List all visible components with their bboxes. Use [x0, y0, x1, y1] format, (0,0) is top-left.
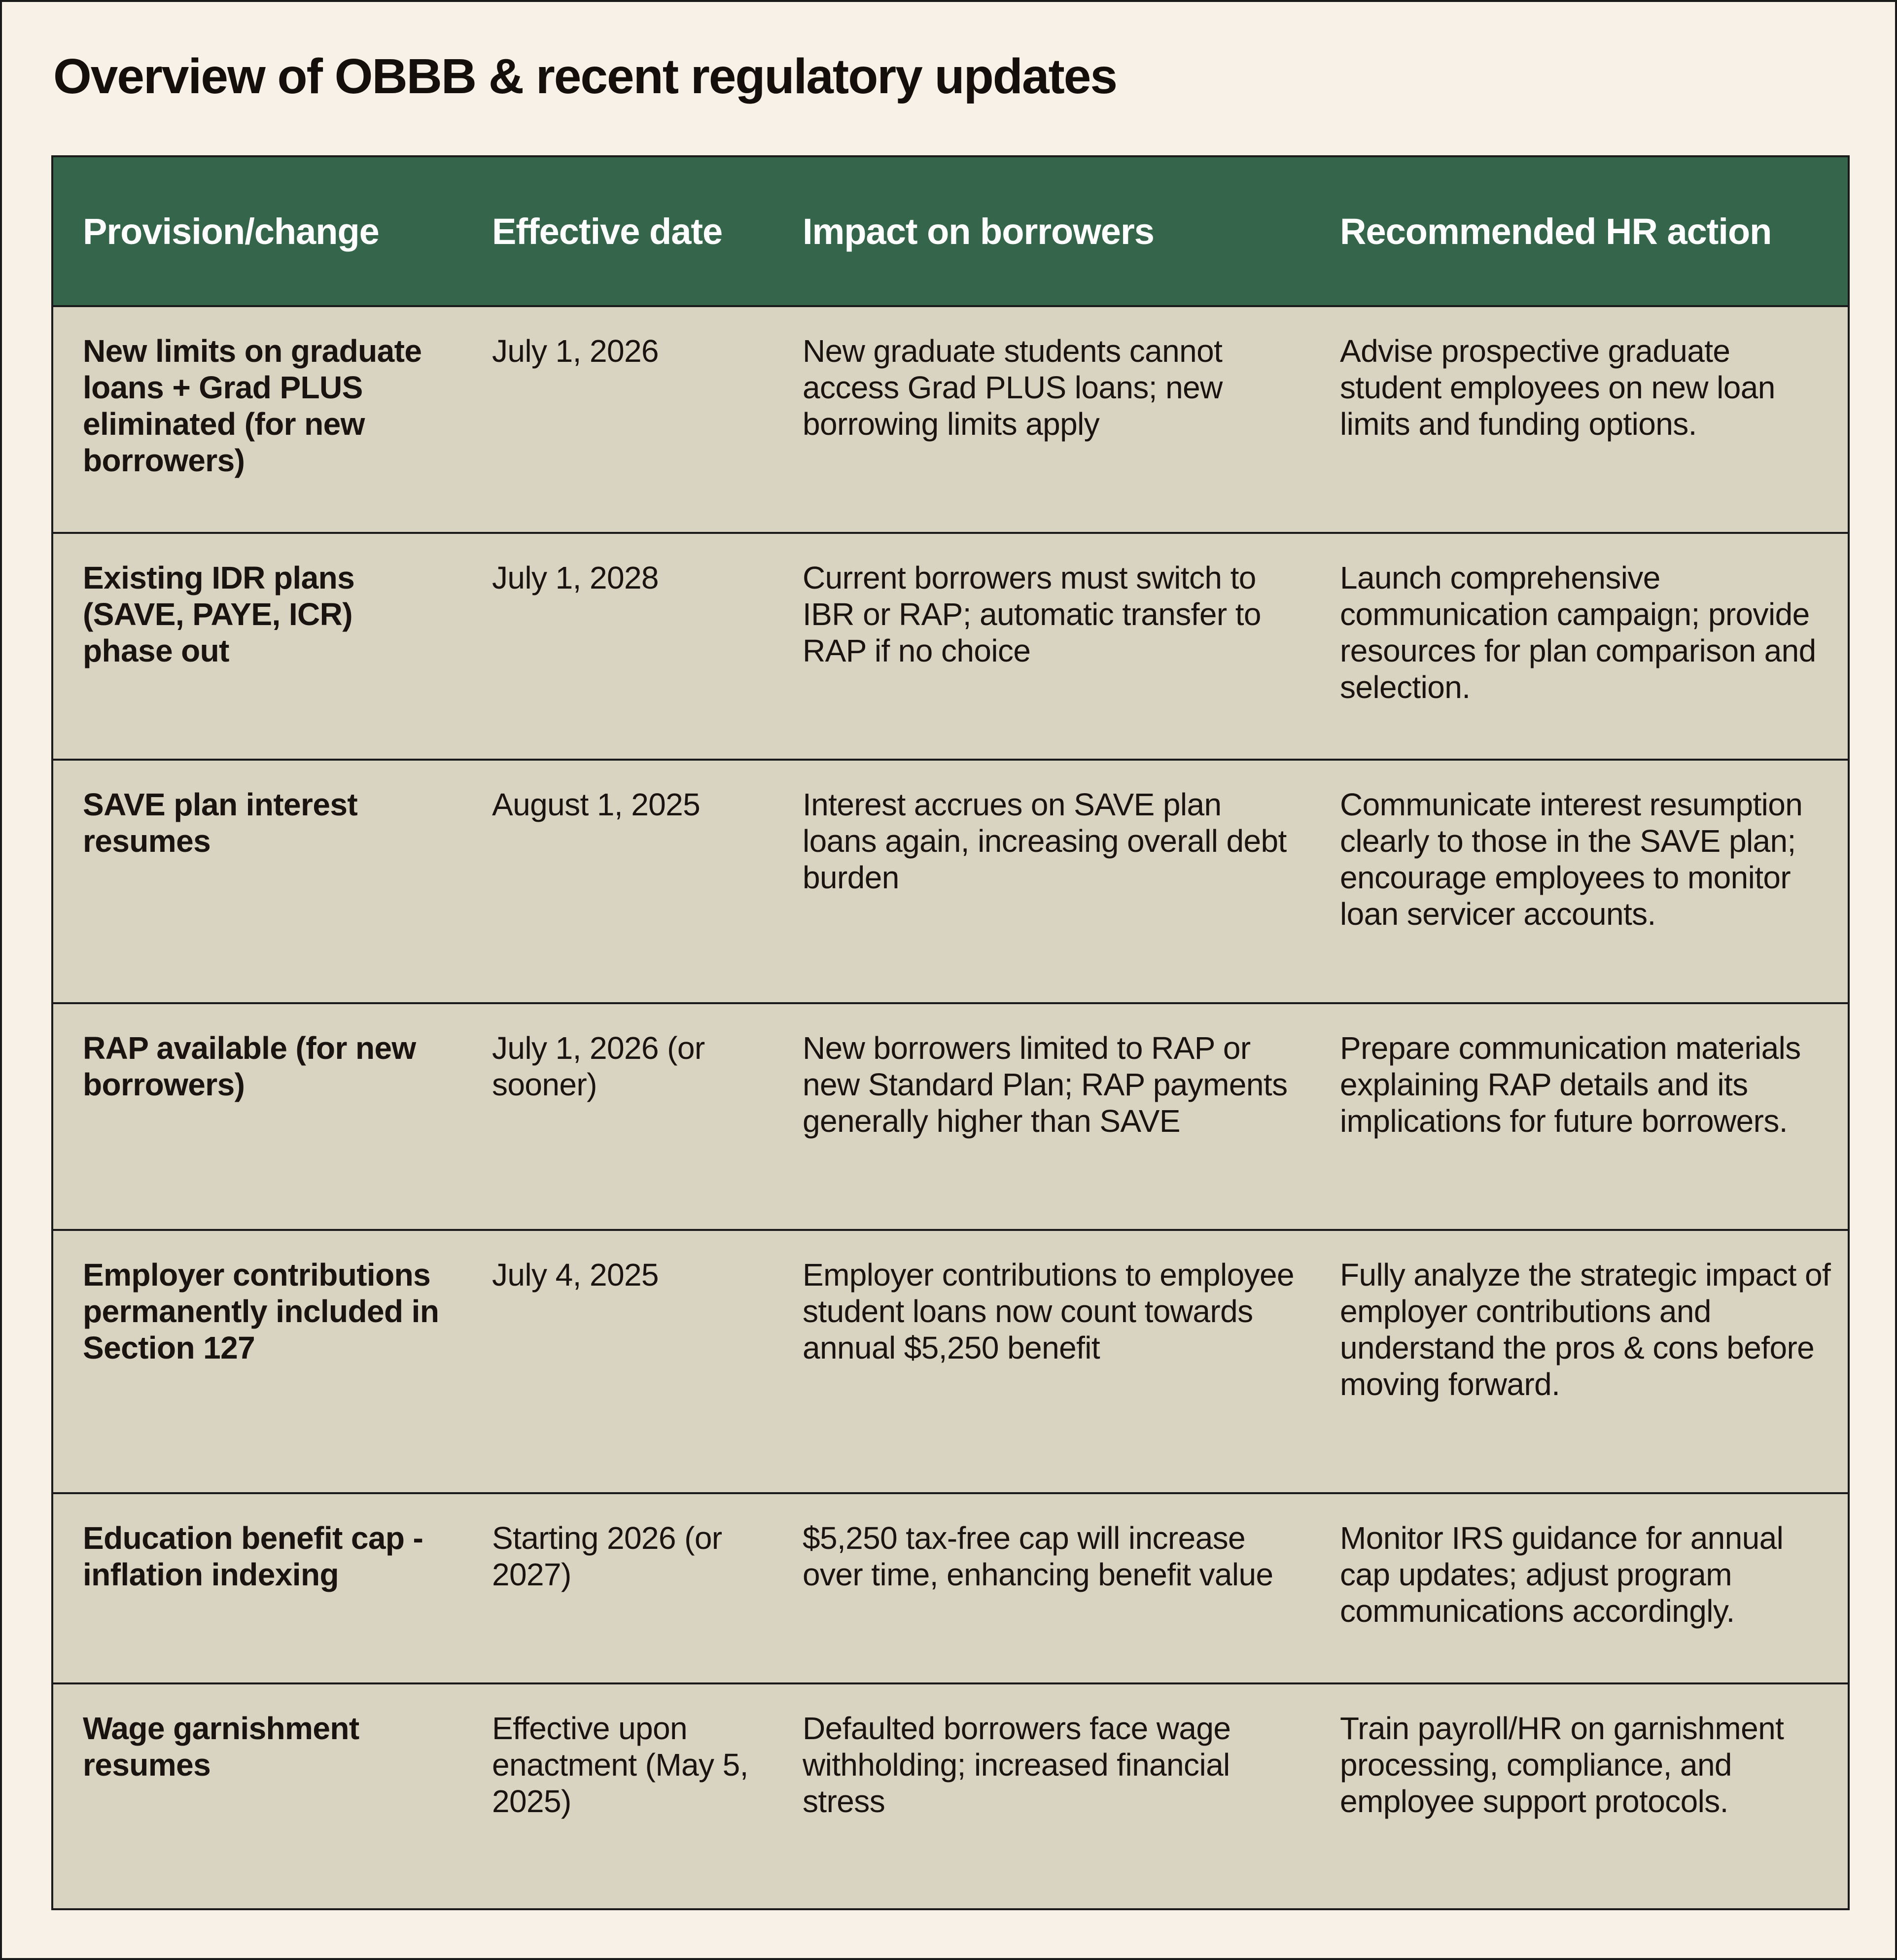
table — [53, 157, 1848, 1908]
cell-hr-action: Launch comprehensive communication campaign; provide resources for plan comparison and selection. — [1310, 533, 1848, 760]
cell-hr-action: Train payroll/HR on garnishment processing, compliance, and employee support protocols. — [1340, 1711, 1784, 1819]
header-effective-date: Effective date — [462, 157, 773, 306]
cell-impact: $5,250 tax-free cap will increase over time, enhancing benefit value — [773, 1493, 1310, 1683]
table-row — [53, 1003, 1848, 1230]
table-row — [53, 533, 1848, 760]
cell-hr-action: Communicate interest resumption clearly to those in the SAVE plan; encourage employees to monitor loan servicer accounts. — [1310, 760, 1848, 1003]
table-row — [53, 1230, 1848, 1493]
table-row — [53, 1493, 1848, 1683]
cell-hr-action: Advise prospective graduate student employees on new loan limits and funding options. — [1310, 306, 1848, 533]
cell-effective-date: July 4, 2025 — [462, 1230, 773, 1493]
cell-impact: Current borrowers must switch to IBR or RAP; automatic transfer to RAP if no choice — [773, 533, 1310, 760]
cell-impact: Interest accrues on SAVE plan loans again, increasing overall debt burden — [773, 760, 1310, 1003]
cell-provision: Employer contributions permanently included in Section 127 — [53, 1230, 462, 1493]
header-hr-action: Recommended HR action — [1310, 157, 1848, 306]
table-row — [53, 760, 1848, 1003]
header-row — [53, 157, 1848, 306]
table-row — [53, 306, 1848, 533]
cell-impact: New graduate students cannot access Grad PLUS loans; new borrowing limits apply — [773, 306, 1310, 533]
cell-provision: RAP available (for new borrowers) — [53, 1003, 462, 1230]
cell-provision: Existing IDR plans (SAVE, PAYE, ICR) phase out — [53, 533, 462, 760]
cell-hr-action: Fully analyze the strategic impact of employer contributions and understand the pros & cons before moving forward. — [1310, 1230, 1848, 1493]
cell-effective-date: Effective upon enactment (May 5, 2025) — [492, 1711, 748, 1819]
cell-effective-date: July 1, 2026 (or sooner) — [462, 1003, 773, 1230]
regulatory-updates-table — [51, 155, 1850, 1910]
table-body — [53, 306, 1848, 1908]
header-provision: Provision/change — [53, 157, 462, 306]
cell-hr-action: Prepare communication materials explaining RAP details and its implications for future borrowers. — [1310, 1003, 1848, 1230]
cell-impact: Employer contributions to employee student loans now count towards annual $5,250 benefit — [773, 1230, 1310, 1493]
header-impact: Impact on borrowers — [773, 157, 1310, 306]
cell-provision: SAVE plan interest resumes — [53, 760, 462, 1003]
cell-hr-action: Monitor IRS guidance for annual cap updates; adjust program communications accordingly. — [1310, 1493, 1848, 1683]
table-row — [53, 1683, 1848, 1908]
cell-impact: Defaulted borrowers face wage withholding; increased financial stress — [803, 1711, 1231, 1819]
cell-effective-date: Starting 2026 (or 2027) — [462, 1493, 773, 1683]
cell-impact: New borrowers limited to RAP or new Standard Plan; RAP payments generally higher than SAVE — [773, 1003, 1310, 1230]
cell-effective-date: August 1, 2025 — [462, 760, 773, 1003]
cell-effective-date: July 1, 2028 — [462, 533, 773, 760]
page-title: Overview of OBBB & recent regulatory updates — [53, 49, 1117, 104]
cell-provision: Education benefit cap - inflation indexing — [53, 1493, 462, 1683]
cell-provision: New limits on graduate loans + Grad PLUS eliminated (for new borrowers) — [53, 306, 462, 533]
cell-effective-date: July 1, 2026 — [462, 306, 773, 533]
cell-provision: Wage garnishment resumes — [83, 1711, 359, 1783]
table-header — [53, 157, 1848, 306]
